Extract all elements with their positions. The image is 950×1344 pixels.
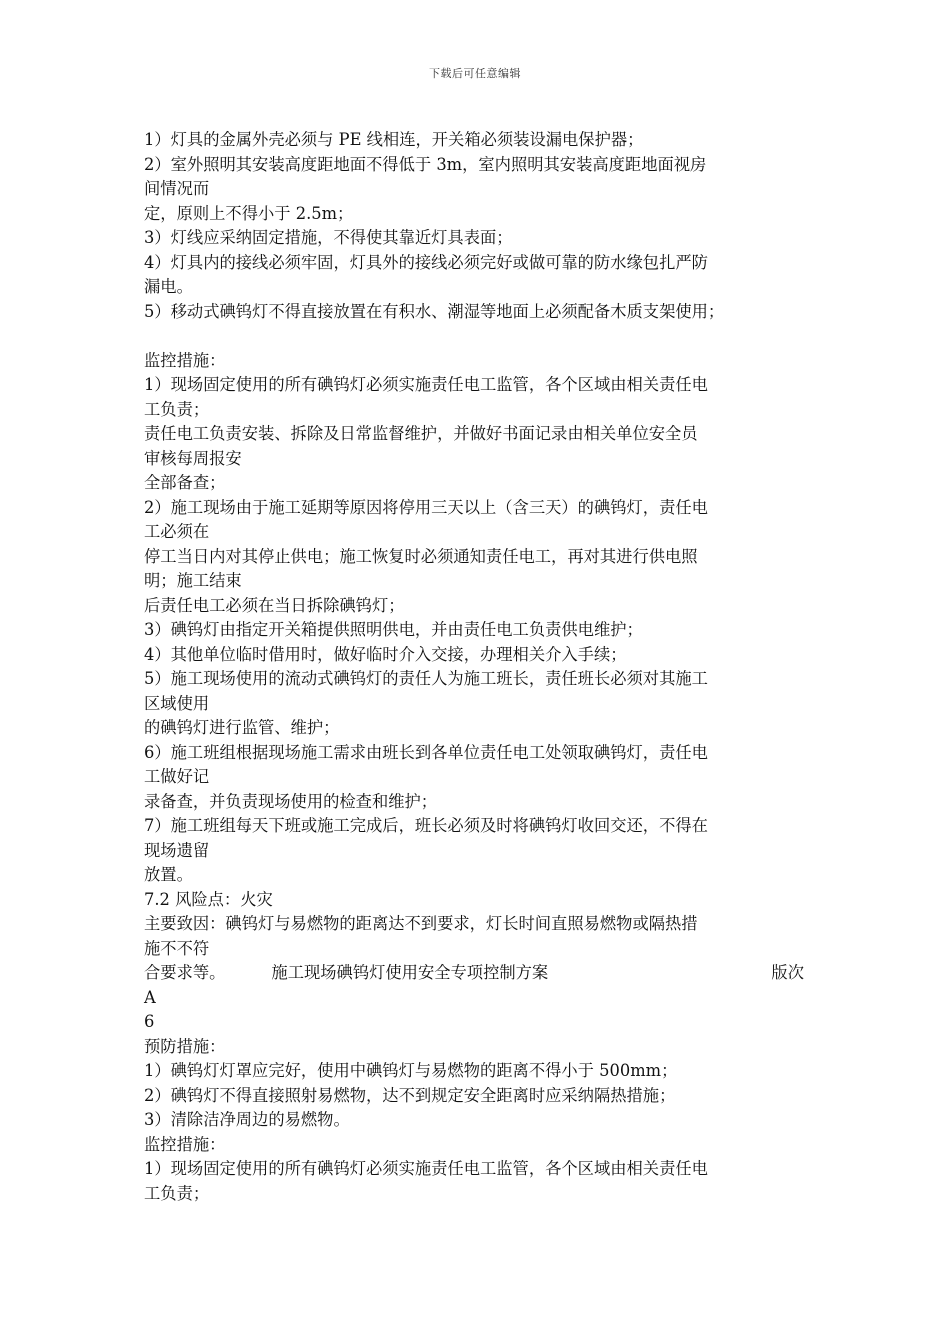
text-line: 明；施工结束 xyxy=(144,571,242,590)
text-line: 录备查，并负责现场使用的检查和维护； xyxy=(144,791,438,811)
text-line: A xyxy=(144,987,156,1007)
title-line-left: 合要求等。 xyxy=(144,963,226,982)
body-lines-top xyxy=(144,128,829,961)
document-title: 施工现场碘钨灯使用安全专项控制方案 xyxy=(271,963,549,982)
text-line: 间情况而 xyxy=(144,179,210,198)
version-label: 版次 xyxy=(771,963,804,982)
text-line: 放置。 xyxy=(144,865,193,884)
text-line: 7.2 风险点：火灾 xyxy=(144,889,273,909)
body-lines-bottom xyxy=(144,986,829,1207)
text-line: 区域使用 xyxy=(144,693,210,713)
text-line: 漏电。 xyxy=(144,277,193,296)
text-line: 施不不符 xyxy=(144,938,210,958)
text-line: 3）清除洁净周边的易燃物。 xyxy=(144,1110,350,1129)
text-line: 工做好记 xyxy=(144,767,210,786)
text-line: 全部备查； xyxy=(144,473,226,492)
text-line: 的碘钨灯进行监管、维护； xyxy=(144,718,340,737)
text-line: 2）施工现场由于施工延期等原因将停用三天以上（含三天）的碘钨灯，责任电 xyxy=(144,497,708,517)
text-line: 1）灯具的金属外壳必须与 PE 线相连，开关箱必须装设漏电保护器； xyxy=(144,130,644,149)
text-line: 工负责； xyxy=(144,1183,210,1203)
text-line: 现场遗留 xyxy=(144,840,210,860)
text-line: 预防措施： xyxy=(144,1036,226,1056)
text-line: 4）灯具内的接线必须牢固，灯具外的接线必须完好或做可靠的防水缘包扎严防 xyxy=(144,252,708,272)
text-line: 监控措施： xyxy=(144,350,226,370)
text-line: 1）现场固定使用的所有碘钨灯必须实施责任电工监管，各个区域由相关责任电 xyxy=(144,1159,708,1178)
text-line: 1）现场固定使用的所有碘钨灯必须实施责任电工监管，各个区域由相关责任电 xyxy=(144,375,708,394)
text-line: 工必须在 xyxy=(144,522,210,541)
text-line: 监控措施： xyxy=(144,1134,226,1154)
text-line xyxy=(144,324,829,349)
text-line: 7）施工班组每天下班或施工完成后，班长必须及时将碘钨灯收回交还，不得在 xyxy=(144,816,708,835)
document-body xyxy=(144,128,829,1206)
text-line: 2）碘钨灯不得直接照射易燃物，达不到规定安全距离时应采纳隔热措施； xyxy=(144,1085,676,1105)
text-line: 3）碘钨灯由指定开关箱提供照明供电，并由责任电工负责供电维护； xyxy=(144,620,643,639)
text-line: 4）其他单位临时借用时，做好临时介入交接，办理相关介入手续； xyxy=(144,644,627,664)
text-line: 6 xyxy=(144,1012,155,1031)
text-line: 审核每周报安 xyxy=(144,448,242,468)
title-line xyxy=(144,961,804,986)
text-line: 3）灯线应采纳固定措施，不得使其靠近灯具表面； xyxy=(144,228,513,247)
text-line: 主要致因：碘钨灯与易燃物的距离达不到要求，灯长时间直照易燃物或隔热措 xyxy=(144,914,698,933)
text-line: 2）室外照明其安装高度距地面不得低于 3m，室内照明其安装高度距地面视房 xyxy=(144,154,707,174)
text-line: 停工当日内对其停止供电；施工恢复时必须通知责任电工，再对其进行供电照 xyxy=(144,546,698,566)
text-line: 后责任电工必须在当日拆除碘钨灯； xyxy=(144,595,405,615)
text-line: 定，原则上不得小于 2.5m； xyxy=(144,203,354,223)
text-line: 5）施工现场使用的流动式碘钨灯的责任人为施工班长，责任班长必须对其施工 xyxy=(144,669,708,688)
text-line: 责任电工负责安装、拆除及日常监督维护，并做好书面记录由相关单位安全员 xyxy=(144,424,698,443)
text-line: 1）碘钨灯灯罩应完好，使用中碘钨灯与易燃物的距离不得小于 500mm； xyxy=(144,1061,678,1080)
text-line: 6）施工班组根据现场施工需求由班长到各单位责任电工处领取碘钨灯，责任电 xyxy=(144,742,708,762)
page-header: 下载后可任意编辑 xyxy=(429,67,521,80)
text-line: 5）移动式碘钨灯不得直接放置在有积水、潮湿等地面上必须配备木质支架使用； xyxy=(144,301,725,321)
text-line: 工负责； xyxy=(144,399,210,419)
